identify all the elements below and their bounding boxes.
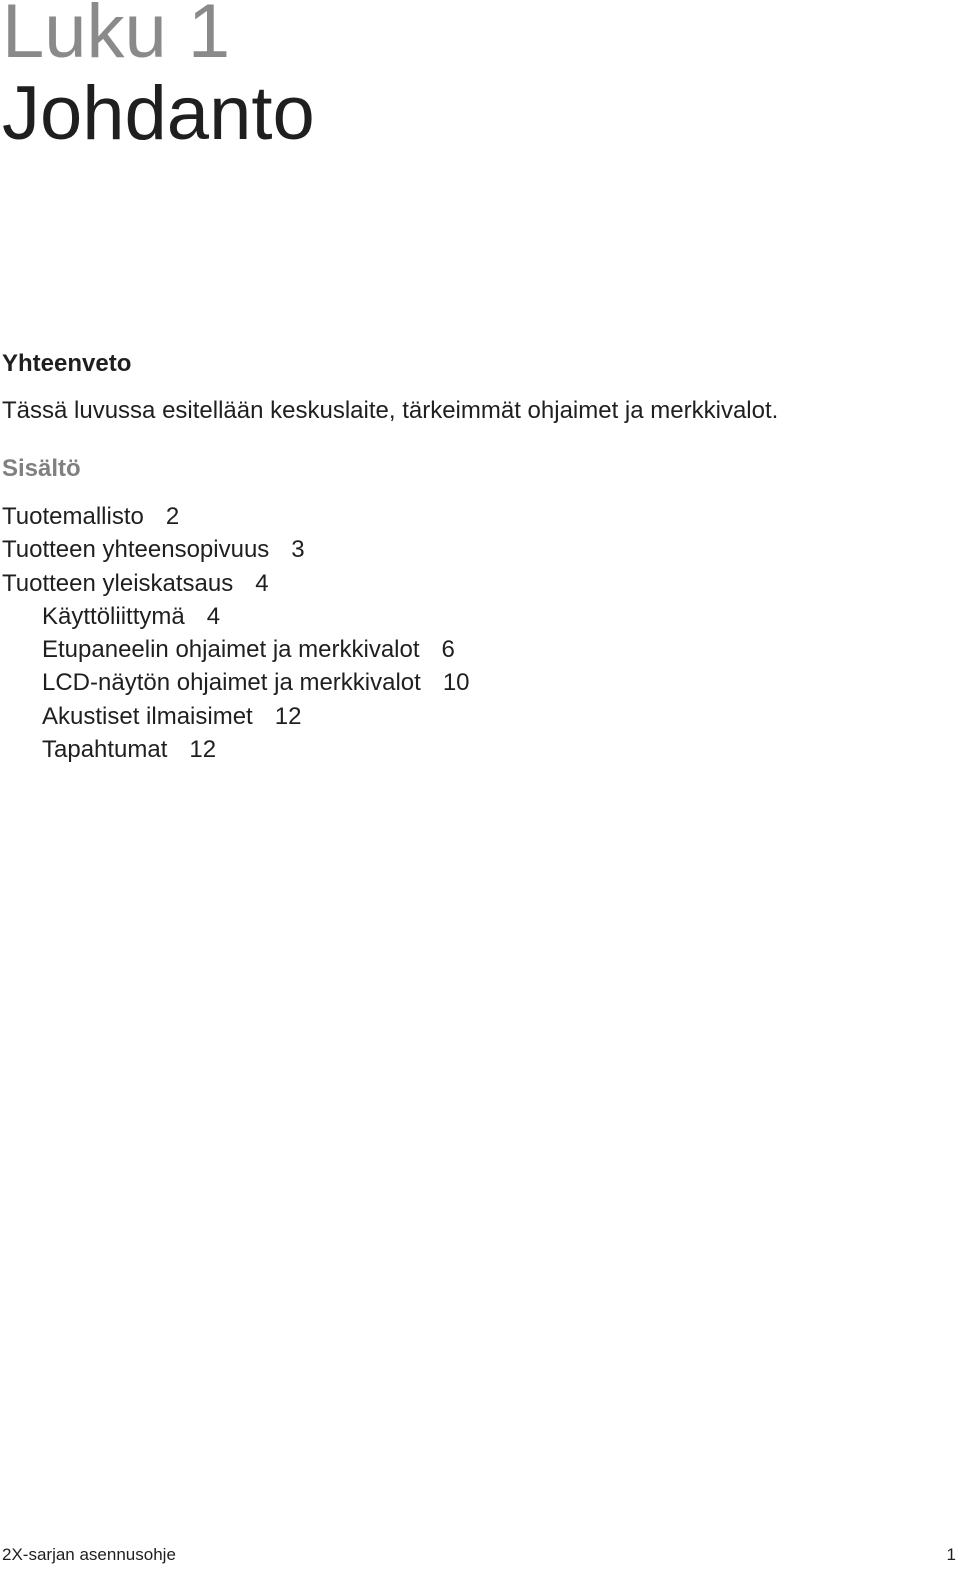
toc-item[interactable]	[2, 600, 470, 633]
toc-item-title: Käyttöliittymä	[42, 602, 185, 630]
summary-text: Tässä luvussa esitellään keskuslaite, tärkeimmät ohjaimet ja merkkivalot.	[2, 397, 779, 424]
toc-item[interactable]	[2, 700, 470, 733]
chapter-label: Luku 1	[2, 0, 231, 74]
toc-item[interactable]	[2, 633, 470, 666]
toc-item-title: Tuotteen yleiskatsaus	[2, 569, 234, 597]
toc-item[interactable]	[2, 533, 470, 566]
table-of-contents	[2, 500, 470, 766]
toc-item-page: 4	[255, 569, 269, 597]
toc-item[interactable]	[2, 733, 470, 766]
toc-item[interactable]	[2, 666, 470, 699]
toc-item-page: 12	[274, 702, 302, 730]
toc-item-page: 4	[206, 602, 221, 630]
toc-item-page: 2	[165, 503, 180, 530]
toc-item-title: Tapahtumat	[42, 736, 168, 764]
toc-item-title: LCD-näytön ohjaimet ja merkkivalot	[42, 669, 421, 697]
toc-item[interactable]	[2, 567, 470, 600]
toc-item-page: 3	[291, 536, 305, 564]
chapter-title: Johdanto	[2, 71, 315, 156]
footer-page-number: 1	[946, 1545, 956, 1564]
footer-document-title: 2X-sarjan asennusohje	[2, 1545, 176, 1564]
toc-item-title: Tuotteen yhteensopivuus	[2, 536, 270, 564]
toc-item-page: 10	[442, 669, 470, 697]
toc-item-title: Tuotemallisto	[2, 503, 144, 530]
toc-item-title: Etupaneelin ohjaimet ja merkkivalot	[42, 636, 420, 664]
toc-item-title: Akustiset ilmaisimet	[42, 702, 253, 730]
toc-item[interactable]	[2, 500, 470, 533]
toc-item-page: 6	[441, 636, 455, 664]
toc-item-page: 12	[189, 736, 217, 764]
summary-heading: Yhteenveto	[2, 350, 132, 377]
contents-heading: Sisältö	[2, 455, 81, 482]
